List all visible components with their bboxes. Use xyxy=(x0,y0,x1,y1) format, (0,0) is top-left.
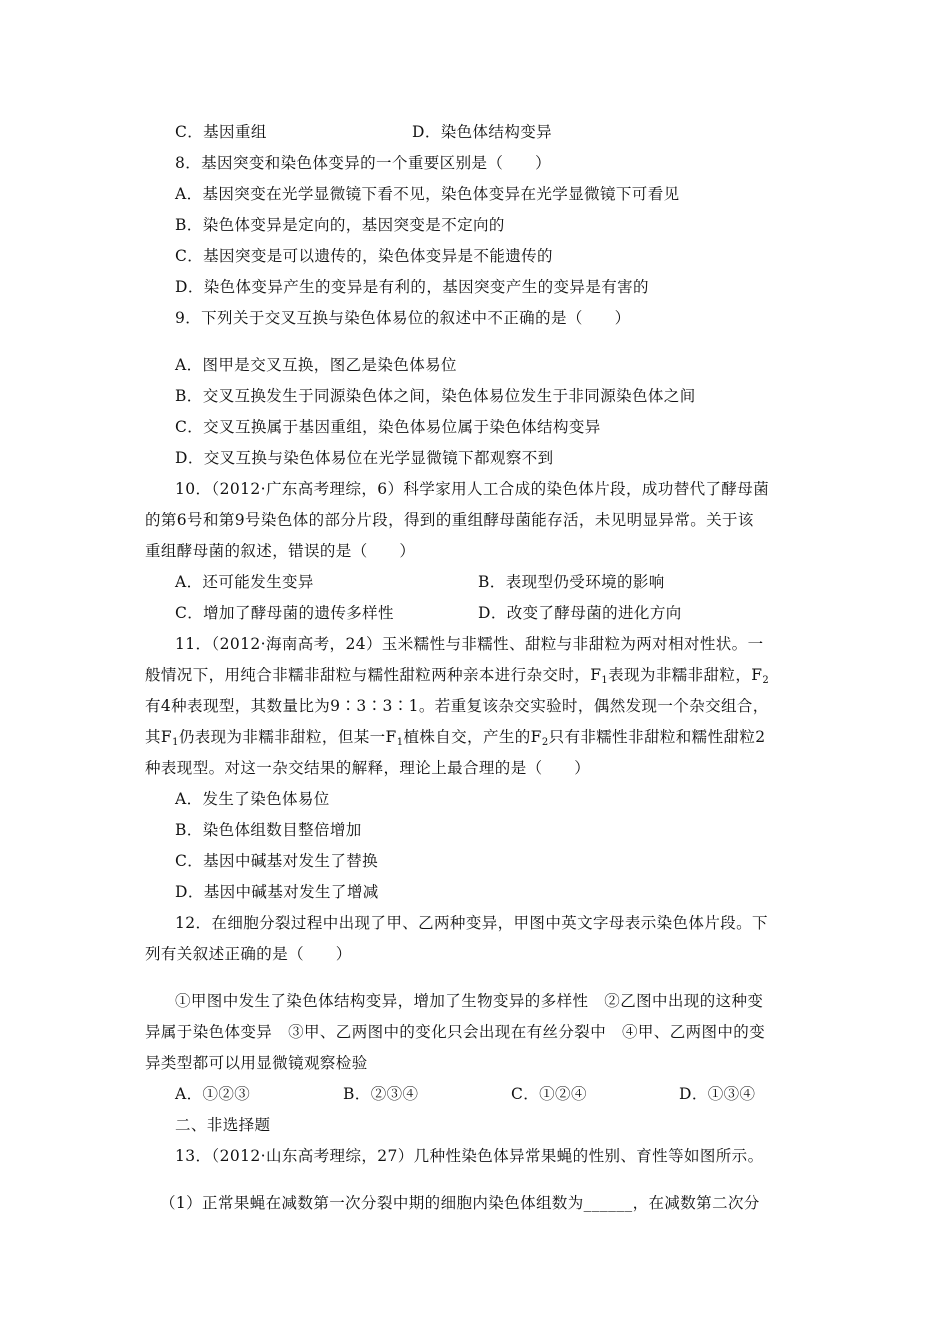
q11-stem-line1: 11．（2012·海南高考，24）玉米糯性与非糯性、甜粒与非甜粒为两对相对性状。一 xyxy=(175,635,764,653)
q13-part1: （1）正常果蝇在减数第一次分裂中期的细胞内染色体组数为______，在减数第二次分 xyxy=(160,1194,760,1212)
q12-option-c: C．①②④ xyxy=(511,1085,587,1103)
q11-stem-line2: 般情况下，用纯合非糯非甜粒与糯性甜粒两种亲本进行杂交时，$F_1$表现为非糯非甜粒，$F_2$ xyxy=(145,666,770,686)
q8-option-d: D．染色体变异产生的变异是有利的，基因突变产生的变异是有害的 xyxy=(175,278,649,296)
q8-stem: 8．基因突变和染色体变异的一个重要区别是（ ） xyxy=(175,154,551,172)
q7-option-c: C．基因重组 xyxy=(175,123,267,141)
q12-option-d: D．①③④ xyxy=(679,1085,756,1103)
q7-option-d: D．染色体结构变异 xyxy=(412,123,553,141)
q11-option-d: D．基因中碱基对发生了增减 xyxy=(175,883,379,901)
q10-option-a: A．还可能发生变异 xyxy=(175,573,314,591)
q13-stem: 13．（2012·山东高考理综，27）几种性染色体异常果蝇的性别、育性等如图所示。 xyxy=(175,1147,764,1165)
q10-stem-line1: 10．（2012·广东高考理综，6）科学家用人工合成的染色体片段，成功替代了酵母菌 xyxy=(175,480,770,498)
q11-stem-line4: 其$F_1$仍表现为非糯非甜粒，但某一$F_1$植株自交，产生的$F_2$只有非糯性非甜粒和糯性甜粒2 xyxy=(145,728,766,748)
q10-stem-line3: 重组酵母菌的叙述，错误的是（ ） xyxy=(145,542,416,560)
q10-option-c: C．增加了酵母菌的遗传多样性 xyxy=(175,604,394,622)
q10-option-d: D．改变了酵母菌的进化方向 xyxy=(478,604,682,622)
q11-option-c: C．基因中碱基对发生了替换 xyxy=(175,852,379,870)
q11-option-a: A．发生了染色体易位 xyxy=(175,790,330,808)
section-heading: 二、非选择题 xyxy=(175,1116,271,1134)
q9-option-d: D．交叉互换与染色体易位在光学显微镜下都观察不到 xyxy=(175,449,554,467)
q8-option-a: A．基因突变在光学显微镜下看不见，染色体变异在光学显微镜下可看见 xyxy=(175,185,680,203)
q12-option-b: B．②③④ xyxy=(343,1085,419,1103)
q9-option-a: A．图甲是交叉互换，图乙是染色体易位 xyxy=(175,356,457,374)
q12-statement-line3: 异类型都可以用显微镜观察检验 xyxy=(145,1054,368,1072)
q10-stem-line2: 的第6号和第9号染色体的部分片段，得到的重组酵母菌能存活，未见明显异常。关于该 xyxy=(145,511,754,529)
q9-stem: 9．下列关于交叉互换与染色体易位的叙述中不正确的是（ ） xyxy=(175,309,631,327)
q11-option-b: B．染色体组数目整倍增加 xyxy=(175,821,362,839)
q12-stem-line2: 列有关叙述正确的是（ ） xyxy=(145,945,352,963)
q9-option-c: C．交叉互换属于基因重组，染色体易位属于染色体结构变异 xyxy=(175,418,601,436)
q10-option-b: B．表现型仍受环境的影响 xyxy=(478,573,665,591)
q9-option-b: B．交叉互换发生于同源染色体之间，染色体易位发生于非同源染色体之间 xyxy=(175,387,696,405)
q12-option-a: A．①②③ xyxy=(175,1085,251,1103)
q8-option-b: B．染色体变异是定向的，基因突变是不定向的 xyxy=(175,216,505,234)
q11-stem-line5: 种表现型。对这一杂交结果的解释，理论上最合理的是（ ） xyxy=(145,759,591,777)
q11-stem-line3: 有4种表现型，其数量比为9∶3∶3∶1。若重复该杂交实验时，偶然发现一个杂交组合， xyxy=(145,697,769,715)
q12-stem-line1: 12．在细胞分裂过程中出现了甲、乙两种变异，甲图中英文字母表示染色体片段。下 xyxy=(175,914,768,932)
q12-statement-line1: ①甲图中发生了染色体结构变异，增加了生物变异的多样性 ②乙图中出现的这种变 xyxy=(175,992,764,1010)
q8-option-c: C．基因突变是可以遗传的，染色体变异是不能遗传的 xyxy=(175,247,553,265)
q12-statement-line2: 异属于染色体变异 ③甲、乙两图中的变化只会出现在有丝分裂中 ④甲、乙两图中的变 xyxy=(145,1023,766,1041)
